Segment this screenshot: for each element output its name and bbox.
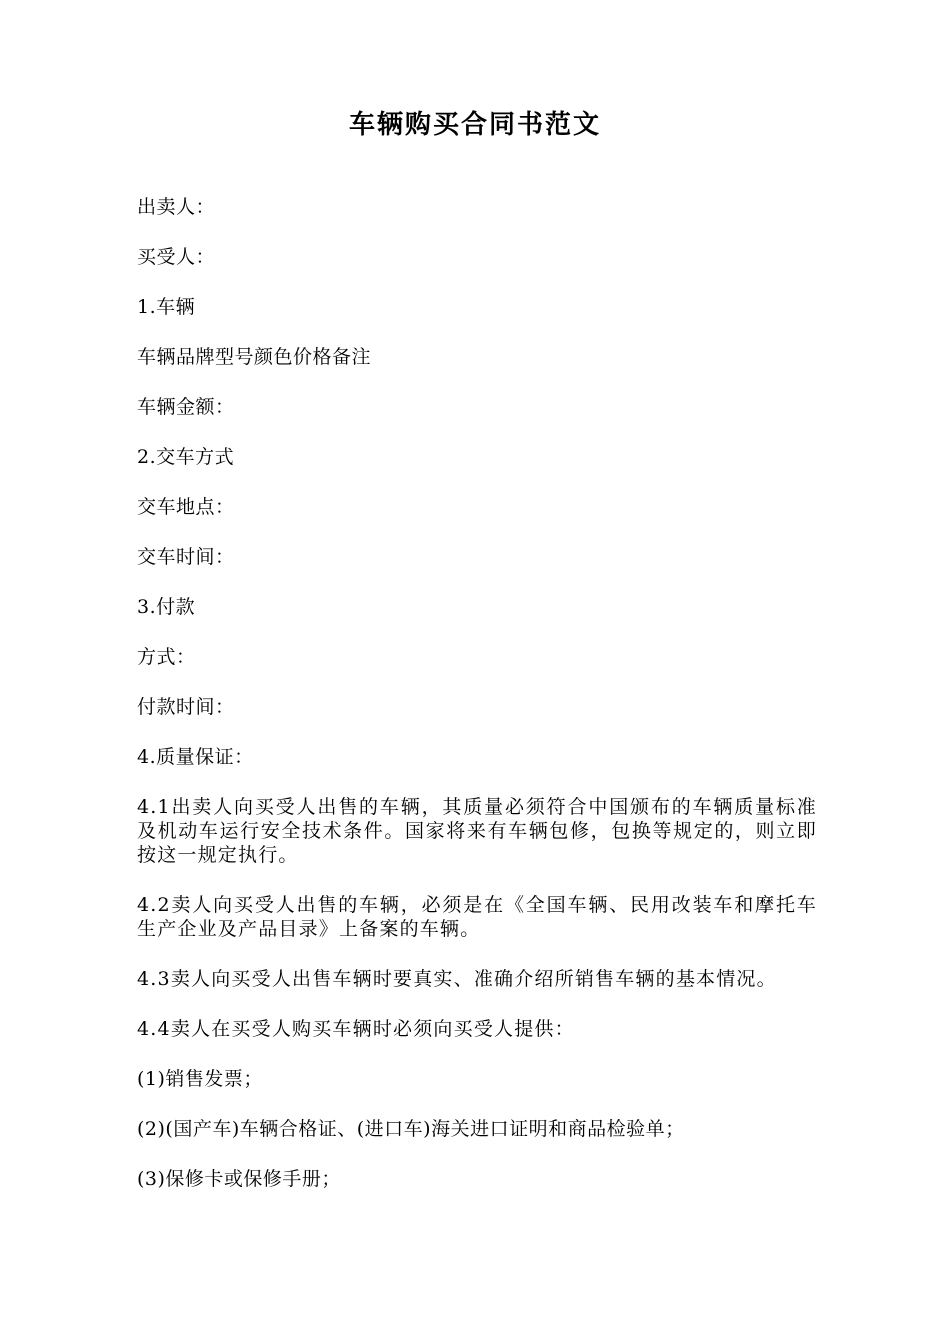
paragraph-vehicle-fields: 车辆品牌型号颜色价格备注 <box>137 346 372 368</box>
list-item-1: (1)销售发票； <box>137 1068 263 1090</box>
section-quality: 4.质量保证： <box>137 746 254 768</box>
paragraph-payment-method: 方式： <box>137 646 196 668</box>
list-item-2: (2)(国产车)车辆合格证、(进口车)海关进口证明和商品检验单； <box>137 1118 685 1140</box>
section-payment: 3.付款 <box>137 596 196 618</box>
paragraph-seller: 出卖人： <box>137 196 216 218</box>
paragraph-vehicle-amount: 车辆金额： <box>137 396 235 418</box>
paragraph-buyer: 买受人： <box>137 246 216 268</box>
paragraph-delivery-time: 交车时间： <box>137 546 235 568</box>
section-delivery: 2.交车方式 <box>137 446 235 468</box>
paragraph-payment-time: 付款时间： <box>137 696 235 718</box>
list-item-3: (3)保修卡或保修手册； <box>137 1168 341 1190</box>
clause-4-2: 4.2卖人向买受人出售的车辆，必须是在《全国车辆、民用改装车和摩托车生产企业及产品目录》上备案的车辆。 <box>137 894 817 940</box>
clause-4-3: 4.3卖人向买受人出售车辆时要真实、准确介绍所销售车辆的基本情况。 <box>137 968 777 990</box>
document-title: 车辆购买合同书范文 <box>348 110 601 140</box>
section-vehicle: 1.车辆 <box>137 296 196 318</box>
document-body <box>137 195 817 1217</box>
clause-4-1: 4.1出卖人向买受人出售的车辆，其质量必须符合中国颁布的车辆质量标准及机动车运行安全技术条件。国家将来有车辆包修，包换等规定的，则立即按这一规定执行。 <box>137 796 817 866</box>
paragraph-delivery-place: 交车地点： <box>137 496 235 518</box>
clause-4-4: 4.4卖人在买受人购买车辆时必须向买受人提供： <box>137 1018 575 1040</box>
